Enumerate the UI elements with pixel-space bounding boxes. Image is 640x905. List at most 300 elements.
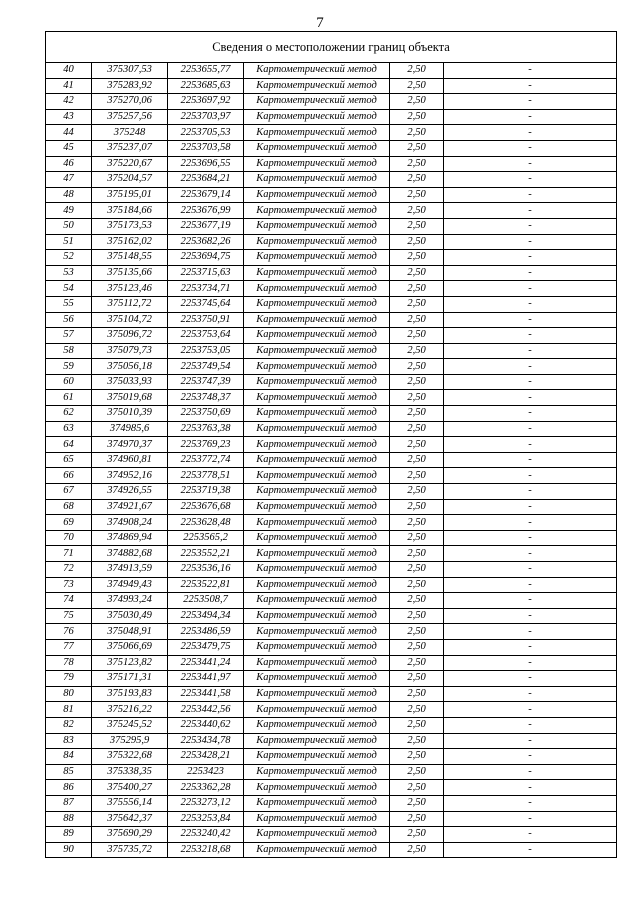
y-coordinate-cell: 2253715,63 <box>168 265 244 281</box>
table-row <box>46 218 617 234</box>
point-number-cell: 78 <box>46 655 92 671</box>
table-row <box>46 203 617 219</box>
y-coordinate-cell: 2253441,97 <box>168 671 244 687</box>
method-cell: Картометрический метод <box>244 437 390 453</box>
accuracy-cell: 2,50 <box>390 702 444 718</box>
y-coordinate-cell: 2253719,38 <box>168 484 244 500</box>
table-row <box>46 234 617 250</box>
point-number-cell: 71 <box>46 546 92 562</box>
method-cell: Картометрический метод <box>244 499 390 515</box>
y-coordinate-cell: 2253772,74 <box>168 452 244 468</box>
accuracy-cell: 2,50 <box>390 562 444 578</box>
description-cell: - <box>444 63 617 79</box>
point-number-cell: 79 <box>46 671 92 687</box>
point-number-cell: 87 <box>46 795 92 811</box>
y-coordinate-cell: 2253769,23 <box>168 437 244 453</box>
point-number-cell: 76 <box>46 624 92 640</box>
method-cell: Картометрический метод <box>244 312 390 328</box>
table-row <box>46 250 617 266</box>
x-coordinate-cell: 375220,67 <box>92 156 168 172</box>
table-row <box>46 390 617 406</box>
description-cell: - <box>444 359 617 375</box>
point-number-cell: 75 <box>46 608 92 624</box>
accuracy-cell: 2,50 <box>390 125 444 141</box>
table-row <box>46 109 617 125</box>
table-row <box>46 484 617 500</box>
method-cell: Картометрический метод <box>244 827 390 843</box>
accuracy-cell: 2,50 <box>390 624 444 640</box>
accuracy-cell: 2,50 <box>390 63 444 79</box>
accuracy-cell: 2,50 <box>390 795 444 811</box>
description-cell: - <box>444 842 617 858</box>
y-coordinate-cell: 2253747,39 <box>168 374 244 390</box>
accuracy-cell: 2,50 <box>390 780 444 796</box>
description-cell: - <box>444 109 617 125</box>
table-row <box>46 63 617 79</box>
point-number-cell: 80 <box>46 686 92 702</box>
description-cell: - <box>444 218 617 234</box>
x-coordinate-cell: 375338,35 <box>92 764 168 780</box>
accuracy-cell: 2,50 <box>390 312 444 328</box>
point-number-cell: 68 <box>46 499 92 515</box>
table-row <box>46 530 617 546</box>
table-row <box>46 749 617 765</box>
method-cell: Картометрический метод <box>244 172 390 188</box>
point-number-cell: 61 <box>46 390 92 406</box>
x-coordinate-cell: 374952,16 <box>92 468 168 484</box>
x-coordinate-cell: 375257,56 <box>92 109 168 125</box>
y-coordinate-cell: 2253750,91 <box>168 312 244 328</box>
description-cell: - <box>444 811 617 827</box>
y-coordinate-cell: 2253494,34 <box>168 608 244 624</box>
y-coordinate-cell: 2253778,51 <box>168 468 244 484</box>
accuracy-cell: 2,50 <box>390 94 444 110</box>
description-cell: - <box>444 234 617 250</box>
point-number-cell: 51 <box>46 234 92 250</box>
description-cell: - <box>444 281 617 297</box>
table-row <box>46 639 617 655</box>
y-coordinate-cell: 2253753,64 <box>168 328 244 344</box>
description-cell: - <box>444 484 617 500</box>
y-coordinate-cell: 2253240,42 <box>168 827 244 843</box>
x-coordinate-cell: 375030,49 <box>92 608 168 624</box>
description-cell: - <box>444 702 617 718</box>
description-cell: - <box>444 717 617 733</box>
point-number-cell: 69 <box>46 515 92 531</box>
description-cell: - <box>444 265 617 281</box>
accuracy-cell: 2,50 <box>390 593 444 609</box>
y-coordinate-cell: 2253508,7 <box>168 593 244 609</box>
method-cell: Картометрический метод <box>244 515 390 531</box>
accuracy-cell: 2,50 <box>390 250 444 266</box>
point-number-cell: 83 <box>46 733 92 749</box>
description-cell: - <box>444 343 617 359</box>
y-coordinate-cell: 2253655,77 <box>168 63 244 79</box>
x-coordinate-cell: 375295,9 <box>92 733 168 749</box>
table-row <box>46 296 617 312</box>
x-coordinate-cell: 375204,57 <box>92 172 168 188</box>
method-cell: Картометрический метод <box>244 484 390 500</box>
x-coordinate-cell: 375735,72 <box>92 842 168 858</box>
y-coordinate-cell: 2253679,14 <box>168 187 244 203</box>
method-cell: Картометрический метод <box>244 624 390 640</box>
table-row <box>46 593 617 609</box>
description-cell: - <box>444 608 617 624</box>
method-cell: Картометрический метод <box>244 468 390 484</box>
description-cell: - <box>444 328 617 344</box>
x-coordinate-cell: 374921,67 <box>92 499 168 515</box>
accuracy-cell: 2,50 <box>390 546 444 562</box>
y-coordinate-cell: 2253763,38 <box>168 421 244 437</box>
method-cell: Картометрический метод <box>244 156 390 172</box>
x-coordinate-cell: 375245,52 <box>92 717 168 733</box>
description-cell: - <box>444 655 617 671</box>
accuracy-cell: 2,50 <box>390 749 444 765</box>
accuracy-cell: 2,50 <box>390 265 444 281</box>
description-cell: - <box>444 468 617 484</box>
y-coordinate-cell: 2253479,75 <box>168 639 244 655</box>
x-coordinate-cell: 375195,01 <box>92 187 168 203</box>
x-coordinate-cell: 375642,37 <box>92 811 168 827</box>
method-cell: Картометрический метод <box>244 608 390 624</box>
y-coordinate-cell: 2253677,19 <box>168 218 244 234</box>
x-coordinate-cell: 375173,53 <box>92 218 168 234</box>
method-cell: Картометрический метод <box>244 343 390 359</box>
table-row <box>46 125 617 141</box>
method-cell: Картометрический метод <box>244 577 390 593</box>
description-cell: - <box>444 187 617 203</box>
description-cell: - <box>444 546 617 562</box>
description-cell: - <box>444 390 617 406</box>
description-cell: - <box>444 686 617 702</box>
y-coordinate-cell: 2253552,21 <box>168 546 244 562</box>
description-cell: - <box>444 94 617 110</box>
point-number-cell: 47 <box>46 172 92 188</box>
accuracy-cell: 2,50 <box>390 172 444 188</box>
y-coordinate-cell: 2253748,37 <box>168 390 244 406</box>
description-cell: - <box>444 639 617 655</box>
x-coordinate-cell: 375148,55 <box>92 250 168 266</box>
point-number-cell: 52 <box>46 250 92 266</box>
x-coordinate-cell: 374926,55 <box>92 484 168 500</box>
table-row <box>46 562 617 578</box>
method-cell: Картометрический метод <box>244 795 390 811</box>
description-cell: - <box>444 296 617 312</box>
method-cell: Картометрический метод <box>244 749 390 765</box>
y-coordinate-cell: 2253734,71 <box>168 281 244 297</box>
method-cell: Картометрический метод <box>244 234 390 250</box>
y-coordinate-cell: 2253440,62 <box>168 717 244 733</box>
method-cell: Картометрический метод <box>244 671 390 687</box>
y-coordinate-cell: 2253705,53 <box>168 125 244 141</box>
x-coordinate-cell: 375123,46 <box>92 281 168 297</box>
description-cell: - <box>444 499 617 515</box>
y-coordinate-cell: 2253694,75 <box>168 250 244 266</box>
description-cell: - <box>444 827 617 843</box>
accuracy-cell: 2,50 <box>390 577 444 593</box>
method-cell: Картометрический метод <box>244 296 390 312</box>
description-cell: - <box>444 530 617 546</box>
accuracy-cell: 2,50 <box>390 203 444 219</box>
point-number-cell: 62 <box>46 406 92 422</box>
y-coordinate-cell: 2253676,99 <box>168 203 244 219</box>
accuracy-cell: 2,50 <box>390 187 444 203</box>
x-coordinate-cell: 374913,59 <box>92 562 168 578</box>
y-coordinate-cell: 2253218,68 <box>168 842 244 858</box>
x-coordinate-cell: 375135,66 <box>92 265 168 281</box>
description-cell: - <box>444 515 617 531</box>
x-coordinate-cell: 375066,69 <box>92 639 168 655</box>
method-cell: Картометрический метод <box>244 281 390 297</box>
table-row <box>46 499 617 515</box>
x-coordinate-cell: 375216,22 <box>92 702 168 718</box>
method-cell: Картометрический метод <box>244 109 390 125</box>
table-body <box>46 63 617 858</box>
method-cell: Картометрический метод <box>244 546 390 562</box>
description-cell: - <box>444 733 617 749</box>
description-cell: - <box>444 749 617 765</box>
point-number-cell: 70 <box>46 530 92 546</box>
method-cell: Картометрический метод <box>244 593 390 609</box>
point-number-cell: 40 <box>46 63 92 79</box>
x-coordinate-cell: 374908,24 <box>92 515 168 531</box>
x-coordinate-cell: 375112,72 <box>92 296 168 312</box>
accuracy-cell: 2,50 <box>390 515 444 531</box>
accuracy-cell: 2,50 <box>390 374 444 390</box>
x-coordinate-cell: 375184,66 <box>92 203 168 219</box>
description-cell: - <box>444 125 617 141</box>
accuracy-cell: 2,50 <box>390 78 444 94</box>
x-coordinate-cell: 374960,81 <box>92 452 168 468</box>
table-row <box>46 795 617 811</box>
y-coordinate-cell: 2253703,97 <box>168 109 244 125</box>
x-coordinate-cell: 375104,72 <box>92 312 168 328</box>
x-coordinate-cell: 375400,27 <box>92 780 168 796</box>
x-coordinate-cell: 375033,93 <box>92 374 168 390</box>
x-coordinate-cell: 375056,18 <box>92 359 168 375</box>
point-number-cell: 73 <box>46 577 92 593</box>
table-row <box>46 406 617 422</box>
point-number-cell: 86 <box>46 780 92 796</box>
description-cell: - <box>444 406 617 422</box>
accuracy-cell: 2,50 <box>390 421 444 437</box>
method-cell: Картометрический метод <box>244 530 390 546</box>
method-cell: Картометрический метод <box>244 218 390 234</box>
method-cell: Картометрический метод <box>244 250 390 266</box>
y-coordinate-cell: 2253696,55 <box>168 156 244 172</box>
x-coordinate-cell: 375322,68 <box>92 749 168 765</box>
x-coordinate-cell: 374993,24 <box>92 593 168 609</box>
method-cell: Картометрический метод <box>244 63 390 79</box>
accuracy-cell: 2,50 <box>390 608 444 624</box>
point-number-cell: 42 <box>46 94 92 110</box>
accuracy-cell: 2,50 <box>390 109 444 125</box>
accuracy-cell: 2,50 <box>390 842 444 858</box>
table-row <box>46 468 617 484</box>
table-row <box>46 78 617 94</box>
accuracy-cell: 2,50 <box>390 764 444 780</box>
table-row <box>46 780 617 796</box>
method-cell: Картометрический метод <box>244 842 390 858</box>
y-coordinate-cell: 2253434,78 <box>168 733 244 749</box>
y-coordinate-cell: 2253703,58 <box>168 140 244 156</box>
method-cell: Картометрический метод <box>244 702 390 718</box>
description-cell: - <box>444 562 617 578</box>
x-coordinate-cell: 375248 <box>92 125 168 141</box>
accuracy-cell: 2,50 <box>390 359 444 375</box>
point-number-cell: 55 <box>46 296 92 312</box>
description-cell: - <box>444 671 617 687</box>
table-row <box>46 328 617 344</box>
point-number-cell: 66 <box>46 468 92 484</box>
table-row <box>46 733 617 749</box>
description-cell: - <box>444 593 617 609</box>
point-number-cell: 50 <box>46 218 92 234</box>
description-cell: - <box>444 172 617 188</box>
x-coordinate-cell: 375307,53 <box>92 63 168 79</box>
method-cell: Картометрический метод <box>244 780 390 796</box>
point-number-cell: 44 <box>46 125 92 141</box>
x-coordinate-cell: 375270,06 <box>92 94 168 110</box>
accuracy-cell: 2,50 <box>390 499 444 515</box>
x-coordinate-cell: 375019,68 <box>92 390 168 406</box>
point-number-cell: 54 <box>46 281 92 297</box>
table-row <box>46 686 617 702</box>
table-row <box>46 187 617 203</box>
accuracy-cell: 2,50 <box>390 530 444 546</box>
y-coordinate-cell: 2253273,12 <box>168 795 244 811</box>
method-cell: Картометрический метод <box>244 655 390 671</box>
x-coordinate-cell: 375237,07 <box>92 140 168 156</box>
method-cell: Картометрический метод <box>244 452 390 468</box>
table-row <box>46 624 617 640</box>
accuracy-cell: 2,50 <box>390 437 444 453</box>
table-row <box>46 94 617 110</box>
point-number-cell: 45 <box>46 140 92 156</box>
y-coordinate-cell: 2253676,68 <box>168 499 244 515</box>
y-coordinate-cell: 2253362,28 <box>168 780 244 796</box>
table-title: Сведения о местоположении границ объекта <box>46 32 617 63</box>
point-number-cell: 53 <box>46 265 92 281</box>
method-cell: Картометрический метод <box>244 764 390 780</box>
accuracy-cell: 2,50 <box>390 452 444 468</box>
x-coordinate-cell: 375010,39 <box>92 406 168 422</box>
boundary-coordinates-table <box>45 31 617 858</box>
table-row <box>46 764 617 780</box>
y-coordinate-cell: 2253749,54 <box>168 359 244 375</box>
x-coordinate-cell: 375283,92 <box>92 78 168 94</box>
method-cell: Картометрический метод <box>244 717 390 733</box>
method-cell: Картометрический метод <box>244 78 390 94</box>
description-cell: - <box>444 78 617 94</box>
method-cell: Картометрический метод <box>244 359 390 375</box>
table-row <box>46 546 617 562</box>
method-cell: Картометрический метод <box>244 374 390 390</box>
table-row <box>46 655 617 671</box>
accuracy-cell: 2,50 <box>390 296 444 312</box>
point-number-cell: 57 <box>46 328 92 344</box>
x-coordinate-cell: 375162,02 <box>92 234 168 250</box>
method-cell: Картометрический метод <box>244 562 390 578</box>
y-coordinate-cell: 2253442,56 <box>168 702 244 718</box>
point-number-cell: 59 <box>46 359 92 375</box>
accuracy-cell: 2,50 <box>390 234 444 250</box>
table-row <box>46 608 617 624</box>
y-coordinate-cell: 2253486,59 <box>168 624 244 640</box>
x-coordinate-cell: 374882,68 <box>92 546 168 562</box>
accuracy-cell: 2,50 <box>390 733 444 749</box>
accuracy-cell: 2,50 <box>390 343 444 359</box>
point-number-cell: 60 <box>46 374 92 390</box>
y-coordinate-cell: 2253750,69 <box>168 406 244 422</box>
description-cell: - <box>444 795 617 811</box>
point-number-cell: 88 <box>46 811 92 827</box>
point-number-cell: 56 <box>46 312 92 328</box>
table-row <box>46 437 617 453</box>
y-coordinate-cell: 2253684,21 <box>168 172 244 188</box>
x-coordinate-cell: 375193,83 <box>92 686 168 702</box>
method-cell: Картометрический метод <box>244 421 390 437</box>
method-cell: Картометрический метод <box>244 406 390 422</box>
accuracy-cell: 2,50 <box>390 140 444 156</box>
point-number-cell: 89 <box>46 827 92 843</box>
point-number-cell: 49 <box>46 203 92 219</box>
accuracy-cell: 2,50 <box>390 218 444 234</box>
table-row <box>46 343 617 359</box>
x-coordinate-cell: 375556,14 <box>92 795 168 811</box>
x-coordinate-cell: 375096,72 <box>92 328 168 344</box>
point-number-cell: 82 <box>46 717 92 733</box>
point-number-cell: 81 <box>46 702 92 718</box>
y-coordinate-cell: 2253522,81 <box>168 577 244 593</box>
x-coordinate-cell: 375123,82 <box>92 655 168 671</box>
point-number-cell: 85 <box>46 764 92 780</box>
y-coordinate-cell: 2253685,63 <box>168 78 244 94</box>
method-cell: Картометрический метод <box>244 140 390 156</box>
x-coordinate-cell: 374949,43 <box>92 577 168 593</box>
x-coordinate-cell: 374869,94 <box>92 530 168 546</box>
x-coordinate-cell: 375690,29 <box>92 827 168 843</box>
point-number-cell: 64 <box>46 437 92 453</box>
accuracy-cell: 2,50 <box>390 717 444 733</box>
table-row <box>46 359 617 375</box>
x-coordinate-cell: 375171,31 <box>92 671 168 687</box>
y-coordinate-cell: 2253565,2 <box>168 530 244 546</box>
table-row <box>46 515 617 531</box>
table-row <box>46 172 617 188</box>
method-cell: Картометрический метод <box>244 125 390 141</box>
description-cell: - <box>444 780 617 796</box>
table-row <box>46 312 617 328</box>
table-row <box>46 671 617 687</box>
y-coordinate-cell: 2253753,05 <box>168 343 244 359</box>
table-row <box>46 577 617 593</box>
y-coordinate-cell: 2253423 <box>168 764 244 780</box>
x-coordinate-cell: 375079,73 <box>92 343 168 359</box>
table-row <box>46 140 617 156</box>
description-cell: - <box>444 203 617 219</box>
accuracy-cell: 2,50 <box>390 671 444 687</box>
y-coordinate-cell: 2253253,84 <box>168 811 244 827</box>
table-row <box>46 374 617 390</box>
table-row <box>46 281 617 297</box>
description-cell: - <box>444 156 617 172</box>
accuracy-cell: 2,50 <box>390 156 444 172</box>
y-coordinate-cell: 2253745,64 <box>168 296 244 312</box>
accuracy-cell: 2,50 <box>390 686 444 702</box>
x-coordinate-cell: 374985,6 <box>92 421 168 437</box>
description-cell: - <box>444 374 617 390</box>
